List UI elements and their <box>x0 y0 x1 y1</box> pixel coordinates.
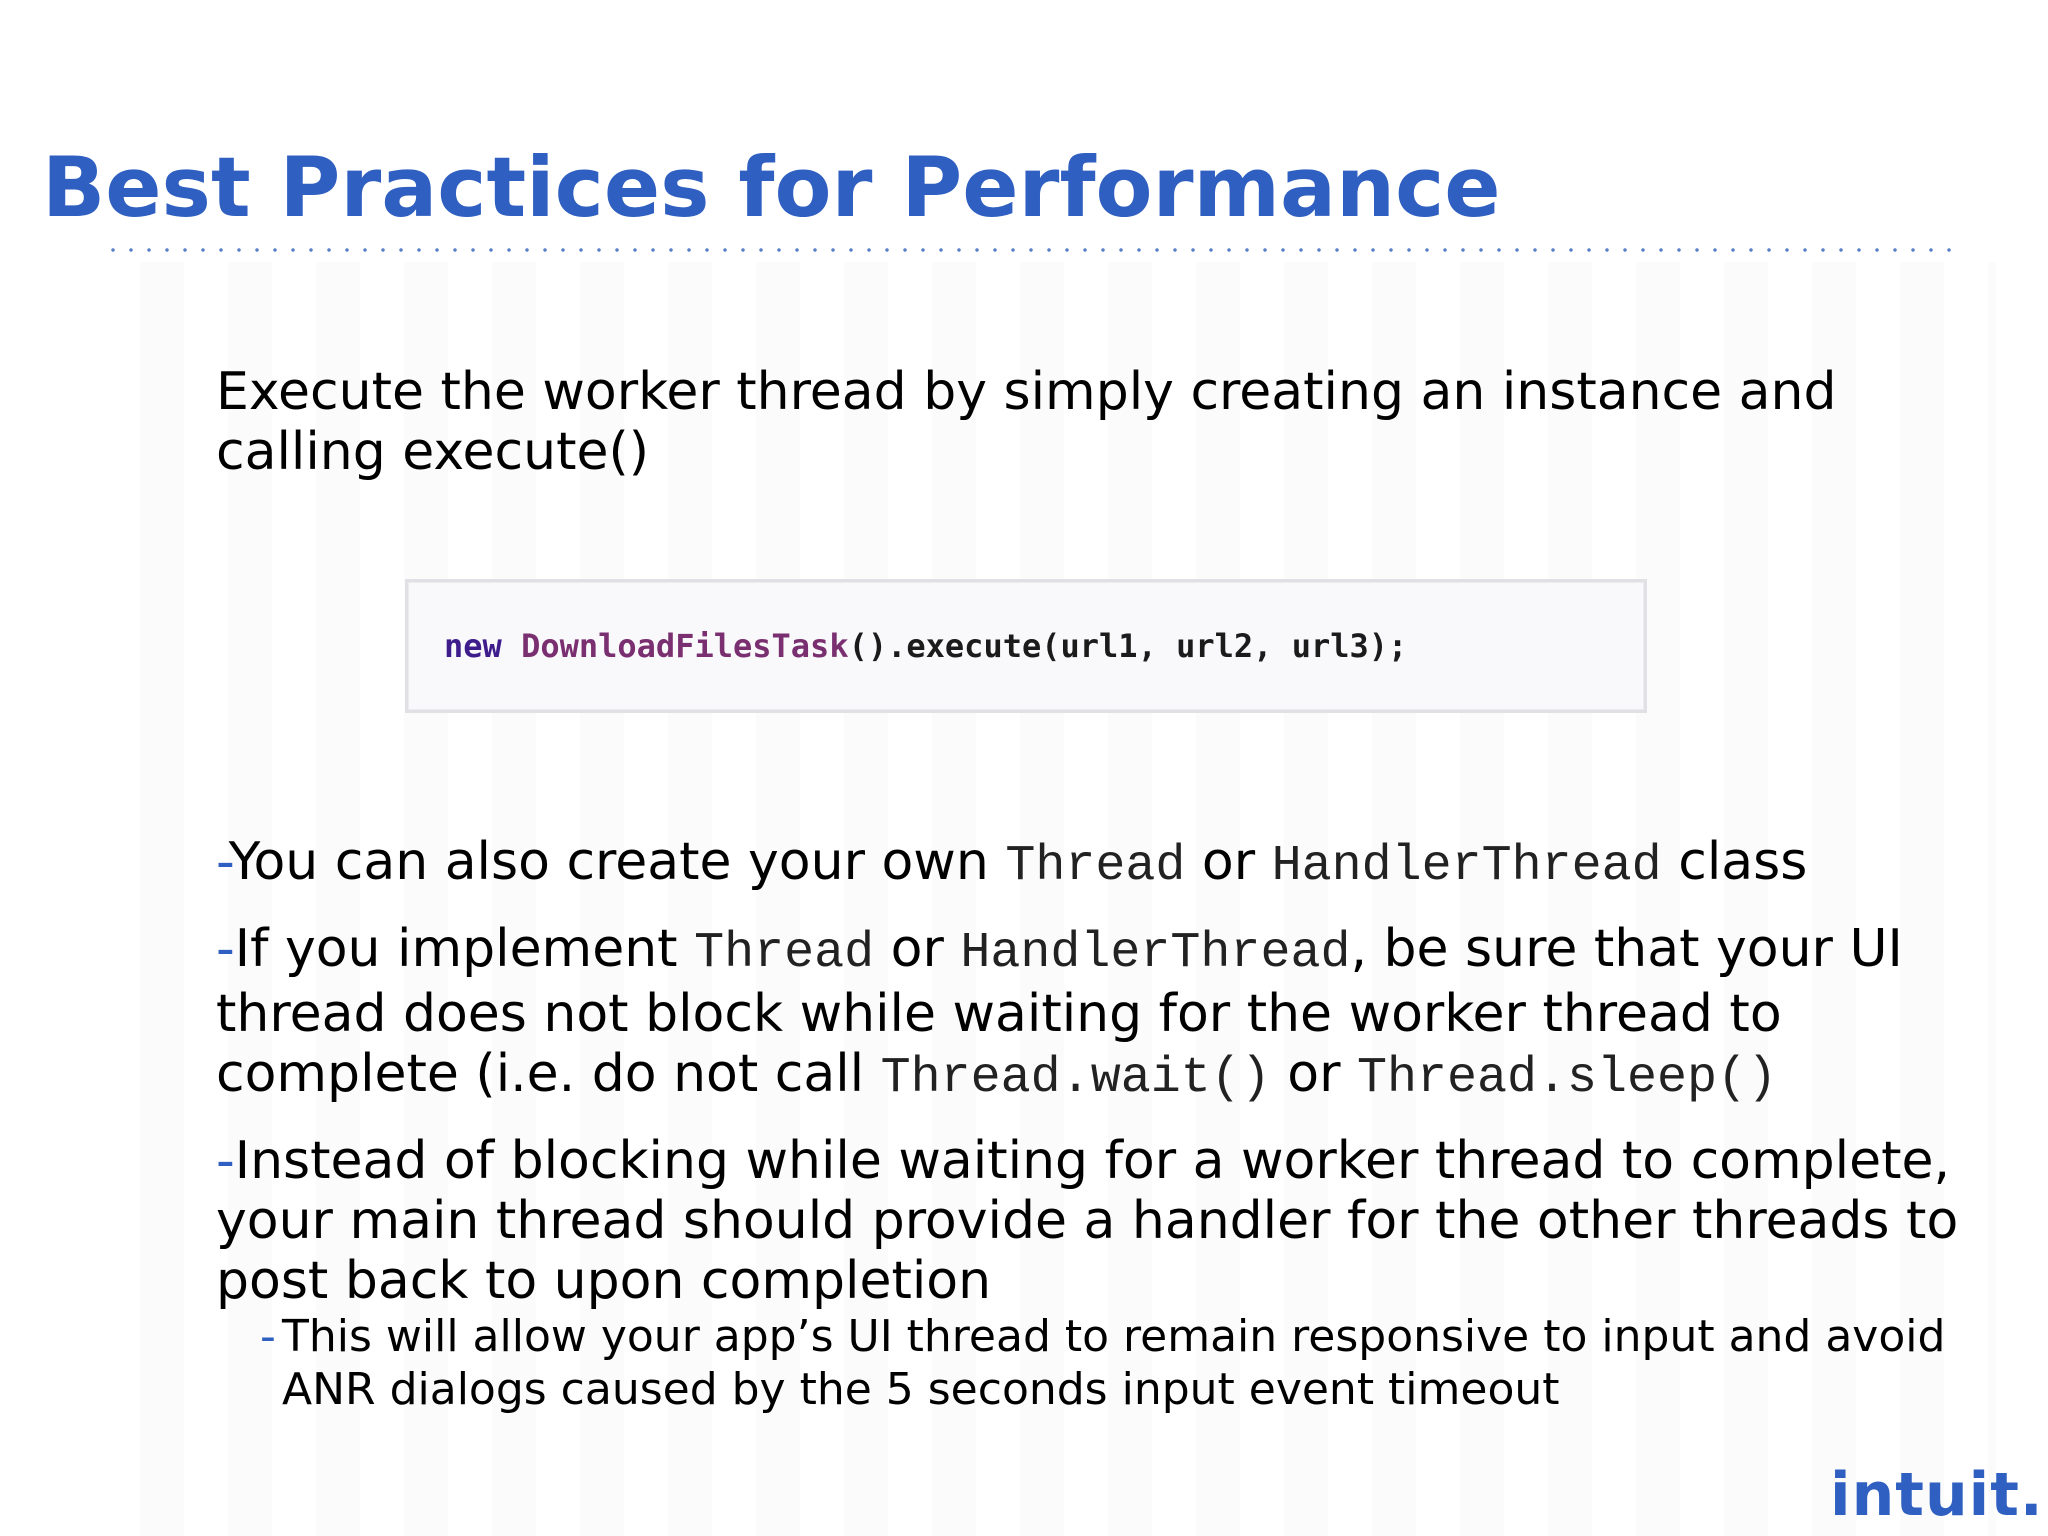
sub-bullet-dash: - <box>260 1311 276 1362</box>
bullet-text: class <box>1661 832 1808 892</box>
bullet-list <box>216 832 1976 1333</box>
title-dotted-rule <box>104 248 1960 252</box>
intuit-logo: intuit. <box>1830 1460 2044 1530</box>
bullet-own-thread <box>216 832 1976 897</box>
slide-title: Best Practices for Performance <box>42 139 1501 236</box>
code-term: HandlerThread <box>960 925 1351 982</box>
bullet-text: or <box>874 919 961 979</box>
bullet-text: or <box>1270 1044 1357 1104</box>
code-term: Thread.wait() <box>880 1050 1271 1107</box>
code-term: Thread <box>1005 838 1186 895</box>
bullet-do-not-block <box>216 919 1976 1109</box>
intro-text: Execute the worker thread by simply creating an instance and calling execute() <box>216 362 1837 482</box>
code-call: ().execute(url1, url2, url3); <box>848 627 1408 665</box>
bullet-text: , be sure that your UI thread does not block while waiting for the worker thread to complete (i.e. do not call <box>216 919 1903 1104</box>
bullet-dash: - <box>216 919 235 979</box>
bullet-text: Instead of blocking while waiting for a worker thread to complete, your main thread should provide a handler for the other threads to post back to upon completion <box>216 1131 1959 1311</box>
bullet-text: or <box>1185 832 1272 892</box>
sub-bullet-anr <box>260 1310 1982 1416</box>
code-term: Thread <box>694 925 875 982</box>
sub-bullet-text: This will allow your app’s UI thread to remain responsive to input and avoid ANR dialogs caused by the 5 seconds input event timeout <box>282 1311 1946 1415</box>
code-line <box>444 626 1407 666</box>
code-class-name: DownloadFilesTask <box>521 627 849 665</box>
code-keyword: new <box>444 627 502 665</box>
bullet-text: If you implement <box>234 919 695 979</box>
bullet-text: You can also create your own <box>228 832 1006 892</box>
code-term: HandlerThread <box>1271 838 1662 895</box>
bullet-dash: - <box>216 832 229 892</box>
bullet-dash: - <box>216 1131 235 1191</box>
code-snippet-box <box>405 579 1647 713</box>
bullet-use-handler <box>216 1131 1976 1311</box>
code-term: Thread.sleep() <box>1357 1050 1778 1107</box>
